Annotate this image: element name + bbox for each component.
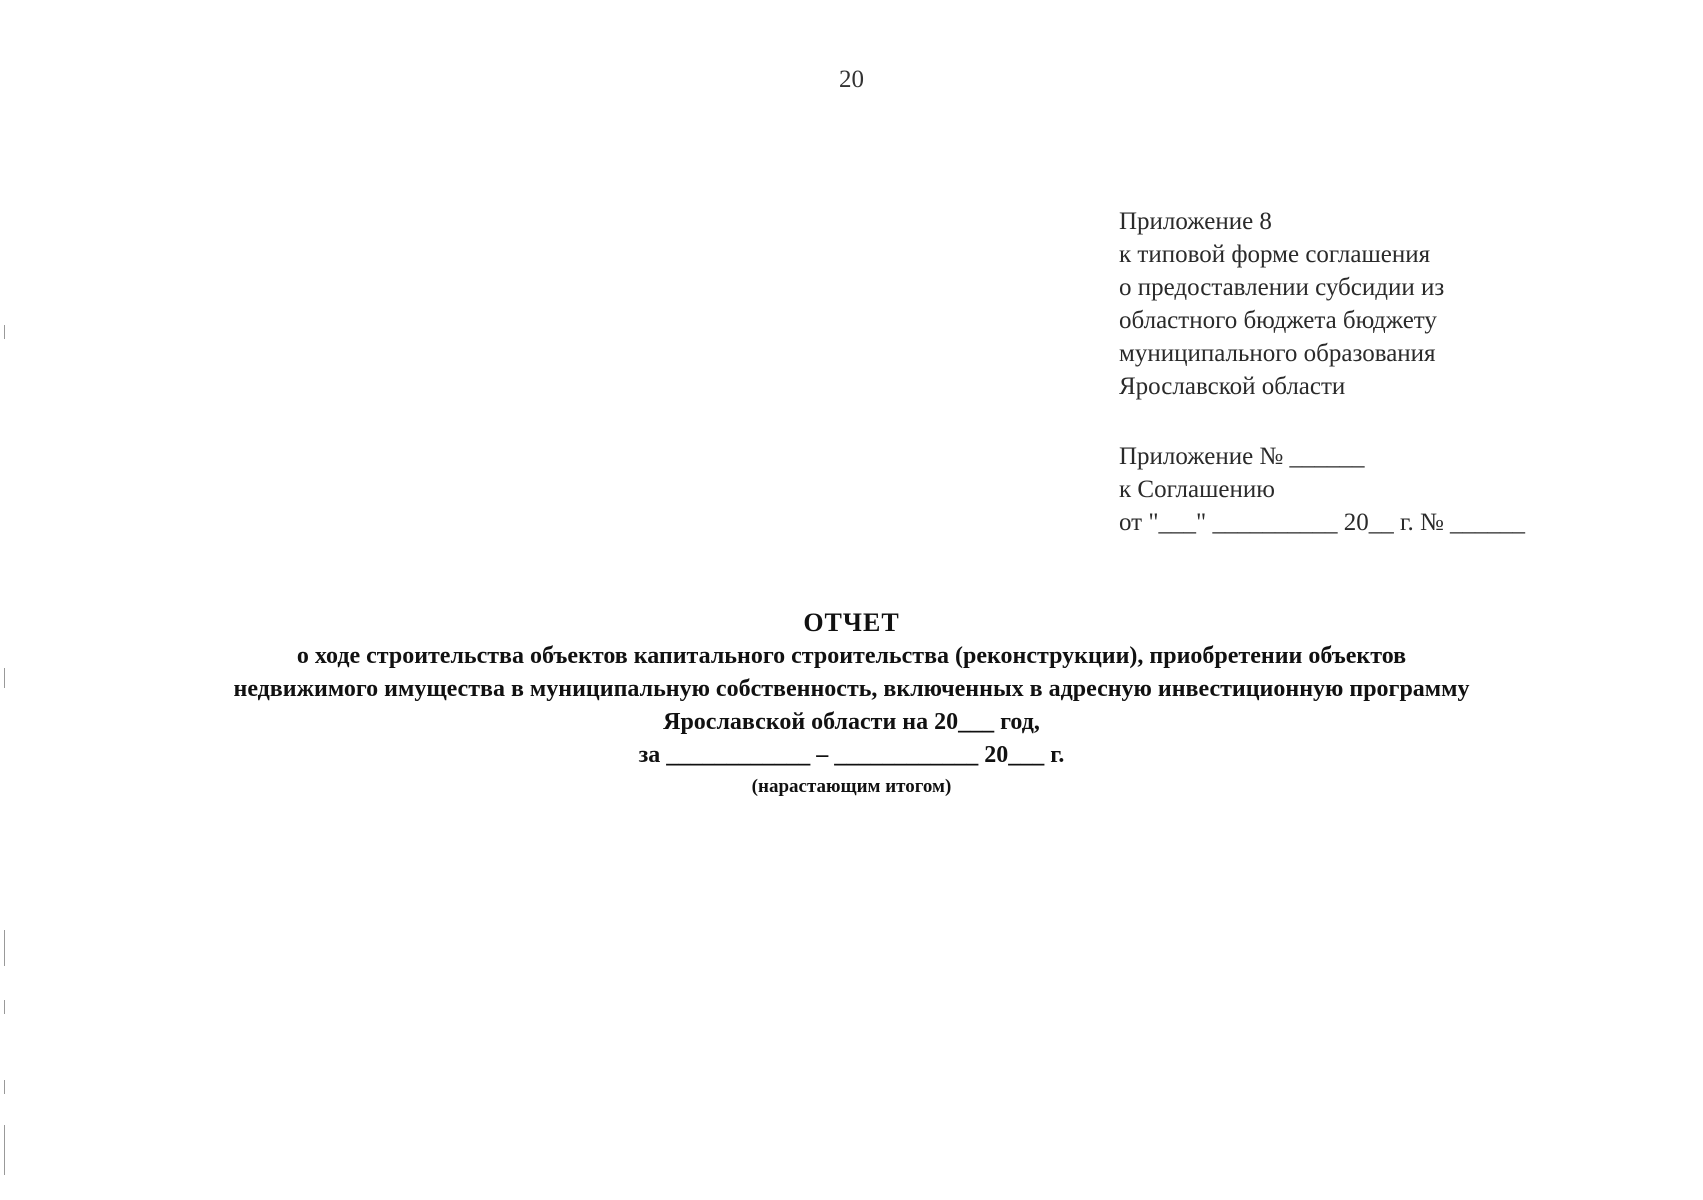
report-subtitle-line: о ходе строительства объектов капитального строительства (реконструкции), приобретении объектов (296, 643, 1407, 669)
agreement-block (1119, 440, 1525, 539)
appendix-block (1119, 205, 1444, 403)
scan-artifact (4, 1125, 5, 1175)
scan-artifact (4, 1080, 5, 1094)
appendix-line: Приложение 8 (1119, 208, 1272, 235)
appendix-line: о предоставлении субсидии из (1119, 274, 1445, 301)
agreement-line: к Соглашению (1119, 476, 1275, 503)
report-subtitle-line: недвижимого имущества в муниципальную собственность, включенных в адресную инвестиционную программу (233, 676, 1470, 702)
report-title: ОТЧЕТ (803, 608, 900, 637)
agreement-line: от "___" __________ 20__ г. № ______ (1119, 509, 1526, 536)
appendix-line: Ярославской области (1119, 373, 1346, 400)
appendix-line: муниципального образования (1119, 340, 1436, 367)
page-number: 20 (839, 66, 864, 93)
appendix-line: к типовой форме соглашения (1119, 241, 1431, 268)
appendix-line: областного бюджета бюджету (1119, 307, 1437, 334)
report-subtitle-line: Ярославской области на 20___ год, (663, 709, 1040, 735)
scan-artifact (4, 668, 5, 688)
report-note: (нарастающим итогом) (751, 776, 952, 797)
scan-artifact (4, 1000, 5, 1014)
scan-artifact (4, 930, 5, 966)
scan-artifact (4, 325, 5, 339)
agreement-line: Приложение № ______ (1119, 443, 1365, 470)
report-period-line: за ____________ – ____________ 20___ г. (638, 742, 1065, 768)
report-heading (0, 606, 1703, 800)
